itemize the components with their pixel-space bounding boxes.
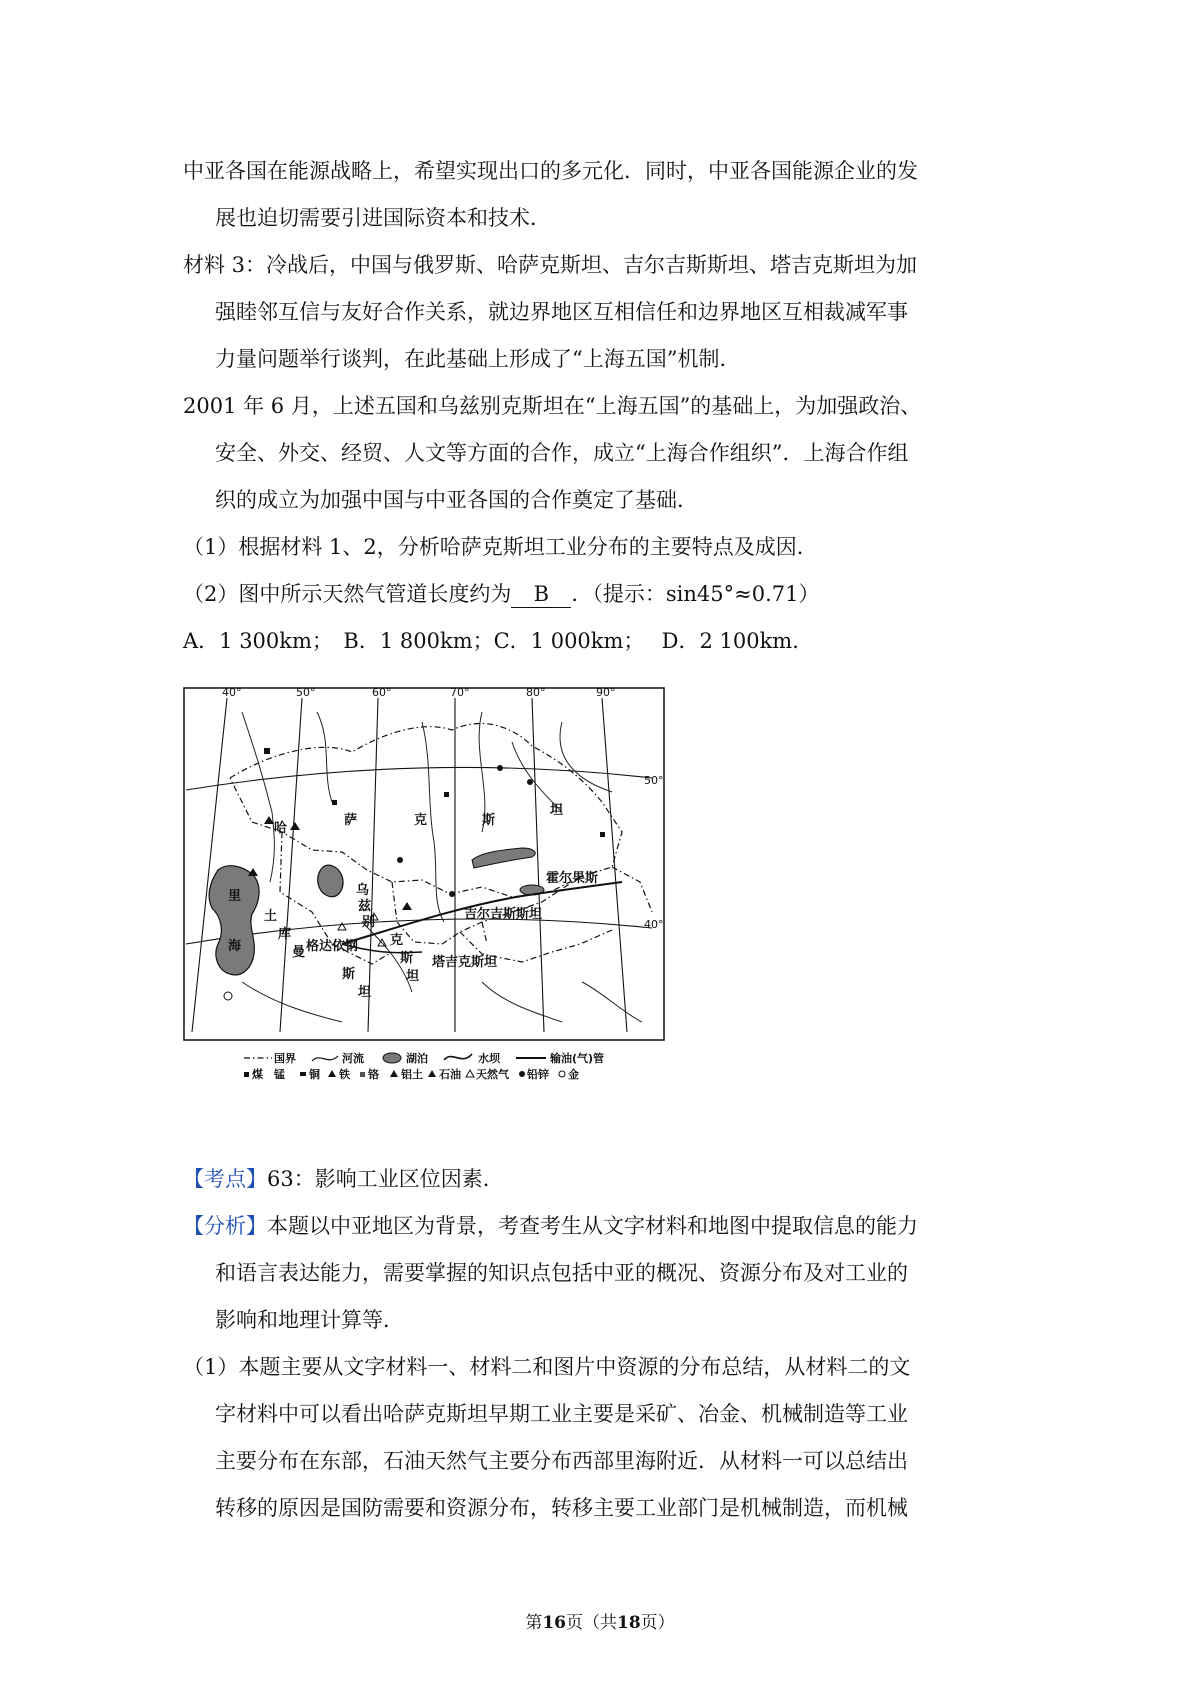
label-turkmenistan: 土 [264,909,278,924]
label-turkmenistan: 坦 [358,985,372,1000]
lon-label: 80° [526,686,546,699]
iron-symbol [497,765,503,771]
label-caspian: 海 [228,939,242,954]
text-line: 力量问题举行谈判，在此基础上形成了“上海五国”机制． [215,347,741,371]
coal-legend-symbol [244,1072,249,1077]
lon-label: 70° [450,686,470,699]
label-uzbekistan: 兹 [358,899,372,914]
label-khorgos: 霍尔果斯 [546,871,599,886]
legend-gas: 天然气 [476,1068,509,1081]
label-tajikistan: 塔吉克斯坦 [432,955,498,970]
lon-label: 60° [372,686,392,699]
label-kazakhstan: 坦 [550,803,564,818]
label-kazakhstan: 斯 [482,813,496,828]
label-kyrgyzstan: 吉尔吉斯斯坦 [464,907,543,922]
label-turkmenistan: 库 [278,927,292,942]
text-line: （1）本题主要从文字材料一、材料二和图片中资源的分布总结，从材料二的文 [183,1355,911,1379]
lon-label: 90° [596,686,616,699]
footer-middle: 页（共 [566,1613,617,1633]
legend-pipeline: 输油(气)管 [550,1052,605,1065]
total-pages: 18 [617,1613,641,1633]
paragraph-material-3 [183,242,1023,383]
legend-dam: 水坝 [478,1052,500,1065]
legend-copper: 铜 [309,1068,320,1081]
question-1: （1）根据材料 1、2，分析哈萨克斯坦工业分布的主要特点及成因． [183,535,818,559]
legend-coal: 煤 [252,1068,263,1081]
legend-border: 国界 [274,1052,296,1065]
analysis-section [183,1156,1023,1532]
fenxi-tag: 【分析】 [183,1214,267,1238]
text-line: 强睦邻互信与友好合作关系，就边界地区互相信任和边界地区互相裁减军事 [215,300,908,324]
text-line: 主要分布在东部，石油天然气主要分布西部里海附近．从材料一可以总结出 [215,1449,908,1473]
coal-symbol [600,832,605,837]
legend-row-2 [244,1067,579,1081]
text-line: 和语言表达能力，需要掌握的知识点包括中亚的概况、资源分布及对工业的 [215,1261,908,1285]
gold-legend-symbol [559,1071,565,1077]
label-turkmenistan: 斯 [342,967,356,982]
fenxi-line [183,1203,1023,1250]
kaodian-text: 63：影响工业区位因素． [267,1167,504,1191]
legend-leadzinc: 铅锌 [527,1068,549,1081]
copper-legend-symbol [300,1072,306,1076]
map-frame [184,688,664,1040]
question-2-suffix: ．（提示：sin45°≈0.71） [571,582,820,606]
legend-gold: 金 [568,1068,579,1081]
label-kazakhstan: 哈 [274,821,288,836]
text-line: 安全、外交、经贸、人文等方面的合作，成立“上海合作组织”．上海合作组 [215,441,909,465]
legend-bauxite: 铝土 [401,1068,423,1081]
coal-symbol [444,792,449,797]
iron-symbol [449,891,455,897]
leadzinc-legend-symbol [519,1071,525,1077]
answer-options: A．1 300km； B．1 800km；C．1 000km； D．2 100km． [183,629,814,653]
paragraph-energy-strategy [183,148,1023,242]
dam-legend-line [444,1054,472,1060]
footer-prefix: 第 [525,1613,543,1633]
legend-iron: 铁 [339,1068,350,1081]
label-uzbekistan: 别 [362,915,376,930]
legend-lake: 湖泊 [406,1052,428,1065]
kaodian-tag: 【考点】 [183,1167,267,1191]
legend-river: 河流 [342,1052,364,1065]
oil-legend-symbol [428,1070,436,1077]
label-city: 格达依钢 [306,939,359,954]
text-line: 中亚各国在能源战略上，希望实现出口的多元化．同时，中亚各国能源企业的发 [183,159,918,183]
lat-label: 40° [644,918,664,931]
coal-symbol [332,800,337,805]
text-line: 转移的原因是国防需要和资源分布，转移主要工业部门是机械制造，而机械 [215,1496,908,1520]
legend-row-1 [244,1051,604,1065]
label-uzbekistan: 克 [390,933,404,948]
text-line: 影响和地理计算等． [215,1308,404,1332]
lon-label: 40° [222,686,242,699]
gas-legend-symbol [466,1070,474,1077]
text-line: 织的成立为加强中国与中亚各国的合作奠定了基础． [215,488,698,512]
lat-label: 50° [644,774,664,787]
chromium-legend-symbol [360,1072,365,1077]
label-uzbekistan: 乌 [356,883,370,898]
label-kazakhstan: 克 [414,813,428,828]
fenxi-text: 本题以中亚地区为背景，考查考生从文字材料和地图中提取信息的能力 [267,1214,918,1238]
text-line: 2001 年 6 月，上述五国和乌兹别克斯坦在“上海五国”的基础上，为加强政治、 [183,394,922,418]
iron-legend-symbol [328,1070,336,1077]
label-uzbekistan: 斯 [400,951,414,966]
text-line: 材料 3：冷战后，中国与俄罗斯、哈萨克斯坦、吉尔吉斯斯坦、塔吉克斯坦为加 [183,253,918,277]
river-legend-line [312,1056,338,1061]
footer-suffix: 页） [640,1613,675,1633]
label-kazakhstan: 萨 [344,813,358,828]
label-caspian: 里 [228,889,242,904]
lake-legend-shape [383,1053,401,1063]
legend-oil: 石油 [439,1068,461,1081]
text-line: 字材料中可以看出哈萨克斯坦早期工业主要是采矿、冶金、机械制造等工业 [215,1402,908,1426]
bauxite-legend-symbol [390,1070,398,1077]
question-2 [183,571,1023,618]
lon-label: 50° [296,686,316,699]
answer-blank: B [511,581,571,608]
legend-manganese: 锰 [274,1068,285,1081]
label-uzbekistan: 坦 [406,969,420,984]
paragraph-sco-founding [183,383,1023,524]
iron-symbol [527,779,533,785]
text-line: 展也迫切需要引进国际资本和技术． [215,206,551,230]
central-asia-map [182,682,668,1082]
page-footer [0,1608,1200,1633]
coal-symbol [264,748,270,754]
iron-symbol [397,857,403,863]
question-2-prefix: （2）图中所示天然气管道长度约为 [183,582,512,606]
kaodian-line [183,1156,1023,1203]
legend-chromium: 铬 [368,1068,379,1081]
page-number: 16 [542,1613,566,1633]
questions [183,524,1023,665]
label-turkmenistan: 曼 [292,945,306,960]
